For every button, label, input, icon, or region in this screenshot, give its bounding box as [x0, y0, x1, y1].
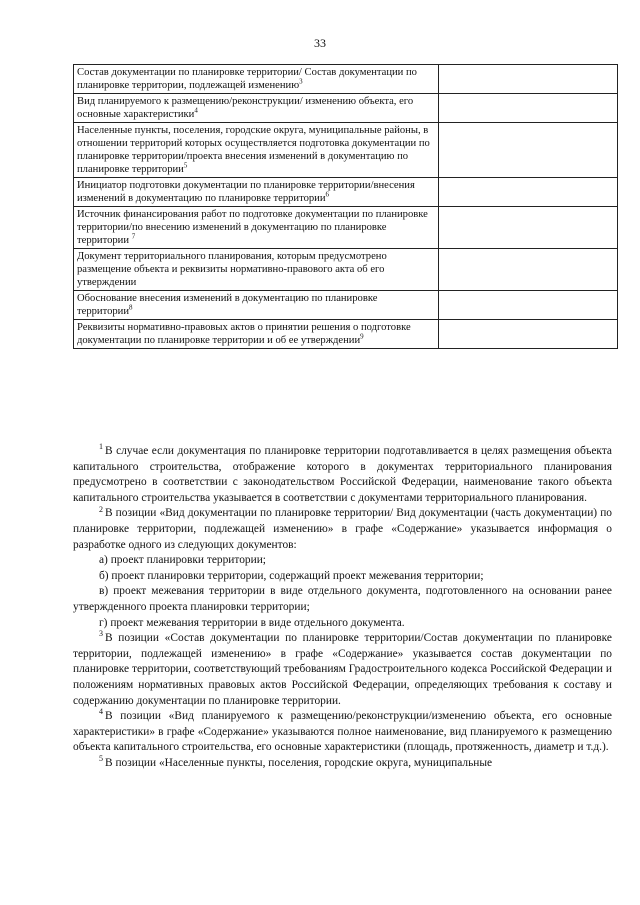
row-label	[74, 94, 439, 123]
list-item: а) проект планировки территории;	[99, 554, 266, 567]
row-label-text: Состав документации по планировке территории/ Состав документации по планировке территории, подлежащей изменению	[77, 67, 417, 91]
footnote-3	[73, 631, 612, 709]
footnote-text: В случае если документация по планировке территории подготавливается в целях размещения объекта капитального строительства, отображение которого в документах территориального планирования предусмотрено в соответствии с законодательством Российской Федерации, наименование такого объекта капитального строительства указывается в соответствии с документами территориального планирования.	[73, 445, 612, 504]
row-value-cell	[439, 94, 618, 123]
footnote-ref: 5	[183, 161, 188, 170]
footnote-text: В позиции «Состав документации по планировке территории/Состав документации по планировке территории, подлежащей изменению» в графе «Содержание» указывается состав документации по планировке территории, соответствующий требованиям Градостроительного кодекса Российской Федерации и положениям нормативных правовых актов Российской Федерации, определяющих требования к составу и содержанию документации по планировке территории.	[73, 632, 612, 707]
row-label-text: Обоснование внесения изменений в документацию по планировке территории	[77, 293, 378, 317]
row-label	[74, 178, 439, 207]
row-label	[74, 123, 439, 178]
row-label	[74, 65, 439, 94]
footnote-ref: 7	[131, 232, 136, 241]
row-label	[74, 320, 439, 349]
row-value-cell	[439, 123, 618, 178]
footnote-text: В позиции «Вид планируемого к размещению/реконструкции/изменению объекта, его основные характеристики» в графе «Содержание» указываются полное наименование, вид планируемого к размещению объекта капитального строительства, его основные характеристики (площадь, протяженность, диаметр и т.д.).	[73, 710, 612, 754]
table-row	[74, 207, 618, 249]
table-row	[74, 320, 618, 349]
footnote-ref: 6	[325, 190, 330, 199]
row-label-text: Вид планируемого к размещению/реконструкции/ изменению объекта, его основные характеристики	[77, 96, 414, 120]
footnote-2	[73, 506, 612, 553]
row-value-cell	[439, 65, 618, 94]
table-row	[74, 178, 618, 207]
footnote-4	[73, 709, 612, 756]
footnote-number: 5	[99, 754, 103, 764]
list-item: г) проект межевания территории в виде отдельного документа.	[99, 616, 405, 629]
row-value-cell	[439, 207, 618, 249]
footnote-text: В позиции «Населенные пункты, поселения, городские округа, муниципальные	[105, 756, 493, 769]
row-label-text: Источник финансирования работ по подготовке документации по планировке территории/по внесению изменений в документацию по планировке территории	[77, 209, 428, 246]
table-row	[74, 291, 618, 320]
table-row	[74, 94, 618, 123]
footnote-number: 4	[99, 707, 103, 717]
row-value-cell	[439, 320, 618, 349]
footnote-number: 2	[99, 504, 103, 514]
footnote-5	[73, 756, 612, 772]
row-value-cell	[439, 249, 618, 291]
table-row	[74, 65, 618, 94]
row-value-cell	[439, 291, 618, 320]
footnote-ref: 4	[194, 106, 198, 115]
row-label-text: Инициатор подготовки документации по планировке территории/внесения изменений в документацию по планировке территории	[77, 180, 415, 204]
form-table	[73, 64, 618, 349]
page-number: 33	[314, 36, 326, 50]
footnote-text: В позиции «Вид документации по планировке территории/ Вид документации (часть документации) по планировке территории, подлежащей изменению» в графе «Содержание» указывается информация о разработке одного из следующих документов:	[73, 507, 612, 551]
row-value-cell	[439, 178, 618, 207]
table-row	[74, 123, 618, 178]
table-row	[74, 249, 618, 291]
footnote-ref: 8	[129, 303, 133, 312]
footnote-number: 1	[99, 442, 103, 452]
row-label	[74, 207, 439, 249]
row-label-text: Населенные пункты, поселения, городские округа, муниципальные районы, в отношении территорий которых осуществляется подготовка документации по планировке территории/проекта внесения изменений в документацию по планировке территории	[77, 125, 430, 175]
footnote-ref: 9	[360, 332, 364, 341]
row-label	[74, 291, 439, 320]
footnote-number: 3	[99, 629, 103, 639]
footnotes	[73, 444, 612, 771]
row-label	[74, 249, 439, 291]
row-label-text: Реквизиты нормативно-правовых актов о принятии решения о подготовке документации по планировке территории и об ее утверждении	[77, 322, 411, 346]
list-item: б) проект планировки территории, содержащий проект межевания территории;	[99, 569, 484, 582]
footnote-ref: 3	[299, 77, 303, 86]
list-item: в) проект межевания территории в виде отдельного документа, подготовленного на основании ранее утвержденного проекта планировки территории;	[73, 585, 612, 613]
footnote-1	[73, 444, 612, 506]
row-label-text: Документ территориального планирования, которым предусмотрено размещение объекта и реквизиты нормативно-правового акта об его утверждении	[77, 251, 387, 288]
